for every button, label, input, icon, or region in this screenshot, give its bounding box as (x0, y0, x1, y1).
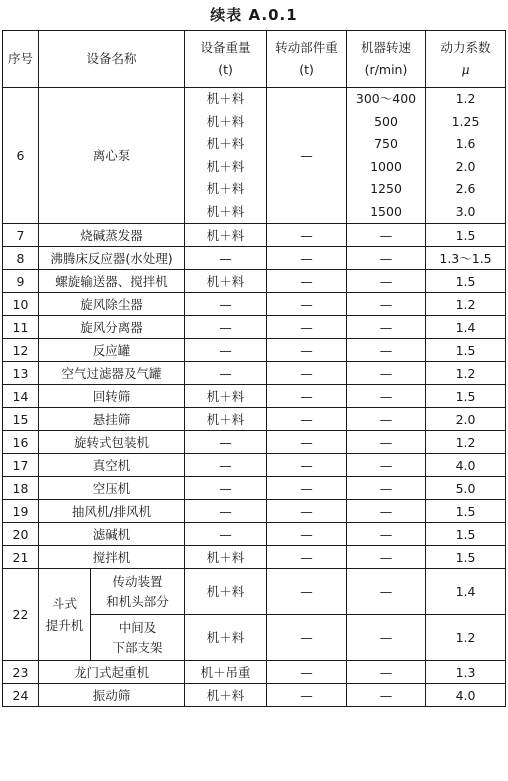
table-row-23 (3, 661, 506, 684)
cell-rotating: — (267, 569, 347, 615)
cell-name: 真空机 (39, 454, 185, 477)
cell-coef: 4.0 (426, 454, 506, 477)
cell-rotating: — (267, 408, 347, 431)
cell-weight: 机＋料 (185, 224, 267, 247)
cell-name: 旋风除尘器 (39, 293, 185, 316)
table-row-15 (3, 408, 506, 431)
cell-coef: 1.3～1.5 (426, 247, 506, 270)
cell-speed: — (347, 408, 426, 431)
cell-speed: — (347, 385, 426, 408)
cell-coef: 1.4 (426, 316, 506, 339)
cell-rotating: — (267, 431, 347, 454)
cell-speed: — (347, 247, 426, 270)
cell-speed: — (347, 500, 426, 523)
cell-coef: 1.2 (426, 615, 506, 661)
cell-weight: — (185, 362, 267, 385)
cell-speed: — (347, 523, 426, 546)
cell-name: 抽风机/排风机 (39, 500, 185, 523)
table-row-6 (3, 88, 506, 224)
cell-name: 空压机 (39, 477, 185, 500)
cell-name: 离心泵 (39, 88, 185, 224)
cell-name: 沸腾床反应器(水处理) (39, 247, 185, 270)
cell-name: 悬挂筛 (39, 408, 185, 431)
cell-name: 烧碱蒸发器 (39, 224, 185, 247)
cell-coef: 4.0 (426, 684, 506, 707)
cell-seq: 22 (3, 569, 39, 661)
cell-seq: 10 (3, 293, 39, 316)
table-row-14 (3, 385, 506, 408)
cell-coef: 5.0 (426, 477, 506, 500)
cell-rotating: — (267, 454, 347, 477)
cell-rotating: — (267, 339, 347, 362)
table-row-13 (3, 362, 506, 385)
cell-name: 空气过滤器及气罐 (39, 362, 185, 385)
cell-seq: 9 (3, 270, 39, 293)
cell-weight: 机＋料 (185, 615, 267, 661)
cell-coef: 2.0 (426, 408, 506, 431)
cell-weight: 机＋料 (185, 270, 267, 293)
cell-speed: — (347, 224, 426, 247)
cell-coef: 1.5 (426, 500, 506, 523)
cell-rotating: — (267, 316, 347, 339)
cell-weight: — (185, 477, 267, 500)
cell-rotating: — (267, 523, 347, 546)
cell-coef: 1.5 (426, 224, 506, 247)
header-seq: 序号 (3, 31, 39, 88)
cell-coef: 1.5 (426, 270, 506, 293)
table-row-11 (3, 316, 506, 339)
table-row-8 (3, 247, 506, 270)
cell-weight: 机＋料 (185, 385, 267, 408)
cell-name: 反应罐 (39, 339, 185, 362)
cell-speed: — (347, 477, 426, 500)
cell-rotating: — (267, 500, 347, 523)
cell-coef-list: 1.2 1.25 1.6 2.0 2.6 3.0 (426, 88, 506, 224)
table-row-21 (3, 546, 506, 569)
header-weight: 设备重量 (t) (185, 31, 267, 88)
table-row-9 (3, 270, 506, 293)
cell-weight: — (185, 247, 267, 270)
cell-rotating: — (267, 362, 347, 385)
table-row-17 (3, 454, 506, 477)
table-row-10 (3, 293, 506, 316)
cell-rotating: — (267, 385, 347, 408)
cell-name: 旋风分离器 (39, 316, 185, 339)
cell-name: 螺旋输送器、搅拌机 (39, 270, 185, 293)
cell-weight: 机＋料 (185, 684, 267, 707)
cell-rotating: — (267, 661, 347, 684)
table-row-18 (3, 477, 506, 500)
cell-seq: 15 (3, 408, 39, 431)
cell-coef: 1.5 (426, 385, 506, 408)
cell-rotating: — (267, 247, 347, 270)
cell-name: 龙门式起重机 (39, 661, 185, 684)
cell-name: 回转筛 (39, 385, 185, 408)
cell-rotating: — (267, 684, 347, 707)
cell-coef: 1.3 (426, 661, 506, 684)
cell-speed: — (347, 661, 426, 684)
cell-rotating: — (267, 546, 347, 569)
cell-weight-list: 机＋料 机＋料 机＋料 机＋料 机＋料 机＋料 (185, 88, 267, 224)
cell-name-group: 斗式 提升机 (39, 569, 91, 661)
cell-coef: 1.4 (426, 569, 506, 615)
cell-seq: 20 (3, 523, 39, 546)
cell-weight: — (185, 500, 267, 523)
cell-seq: 13 (3, 362, 39, 385)
cell-weight: 机＋吊重 (185, 661, 267, 684)
cell-name: 滤碱机 (39, 523, 185, 546)
table-row-16 (3, 431, 506, 454)
cell-speed: — (347, 546, 426, 569)
cell-subname: 中间及 下部支架 (91, 615, 185, 661)
cell-seq: 11 (3, 316, 39, 339)
cell-speed: — (347, 316, 426, 339)
cell-seq: 19 (3, 500, 39, 523)
cell-seq: 6 (3, 88, 39, 224)
cell-seq: 23 (3, 661, 39, 684)
cell-seq: 17 (3, 454, 39, 477)
cell-name: 搅拌机 (39, 546, 185, 569)
cell-name: 旋转式包装机 (39, 431, 185, 454)
cell-rotating: — (267, 477, 347, 500)
cell-weight: 机＋料 (185, 408, 267, 431)
cell-rotating: — (267, 293, 347, 316)
cell-weight: — (185, 293, 267, 316)
cell-coef: 1.2 (426, 431, 506, 454)
cell-speed: — (347, 293, 426, 316)
cell-seq: 12 (3, 339, 39, 362)
cell-rotating: — (267, 615, 347, 661)
cell-coef: 1.5 (426, 523, 506, 546)
cell-coef: 1.2 (426, 293, 506, 316)
cell-rotating: — (267, 224, 347, 247)
table-row-19 (3, 500, 506, 523)
header-coef: 动力系数 μ (426, 31, 506, 88)
cell-weight: — (185, 316, 267, 339)
table-row-20 (3, 523, 506, 546)
cell-speed: — (347, 569, 426, 615)
cell-weight: 机＋料 (185, 569, 267, 615)
cell-seq: 16 (3, 431, 39, 454)
cell-weight: — (185, 454, 267, 477)
cell-seq: 18 (3, 477, 39, 500)
cell-coef: 1.5 (426, 546, 506, 569)
cell-rotating: — (267, 88, 347, 224)
cell-speed: — (347, 362, 426, 385)
cell-coef: 1.2 (426, 362, 506, 385)
table-row-12 (3, 339, 506, 362)
cell-weight: — (185, 339, 267, 362)
cell-seq: 8 (3, 247, 39, 270)
header-rotating: 转动部件重 (t) (267, 31, 347, 88)
cell-weight: — (185, 523, 267, 546)
cell-seq: 24 (3, 684, 39, 707)
table-title: 续表 A.0.1 (210, 6, 298, 24)
cell-seq: 21 (3, 546, 39, 569)
cell-name: 振动筛 (39, 684, 185, 707)
cell-rotating: — (267, 270, 347, 293)
cell-subname: 传动装置 和机头部分 (91, 569, 185, 615)
header-row (3, 31, 506, 88)
table-row-22-1 (3, 569, 506, 615)
cell-weight: — (185, 431, 267, 454)
cell-seq: 7 (3, 224, 39, 247)
table-row-24 (3, 684, 506, 707)
cell-speed: — (347, 684, 426, 707)
dynamic-coefficient-table (2, 30, 506, 707)
cell-speed-list: 300～400 500 750 1000 1250 1500 (347, 88, 426, 224)
cell-coef: 1.5 (426, 339, 506, 362)
cell-speed: — (347, 615, 426, 661)
cell-seq: 14 (3, 385, 39, 408)
header-speed: 机器转速 (r/min) (347, 31, 426, 88)
cell-weight: 机＋料 (185, 546, 267, 569)
header-name: 设备名称 (39, 31, 185, 88)
cell-speed: — (347, 339, 426, 362)
cell-speed: — (347, 454, 426, 477)
table-row-7 (3, 224, 506, 247)
cell-speed: — (347, 270, 426, 293)
cell-speed: — (347, 431, 426, 454)
